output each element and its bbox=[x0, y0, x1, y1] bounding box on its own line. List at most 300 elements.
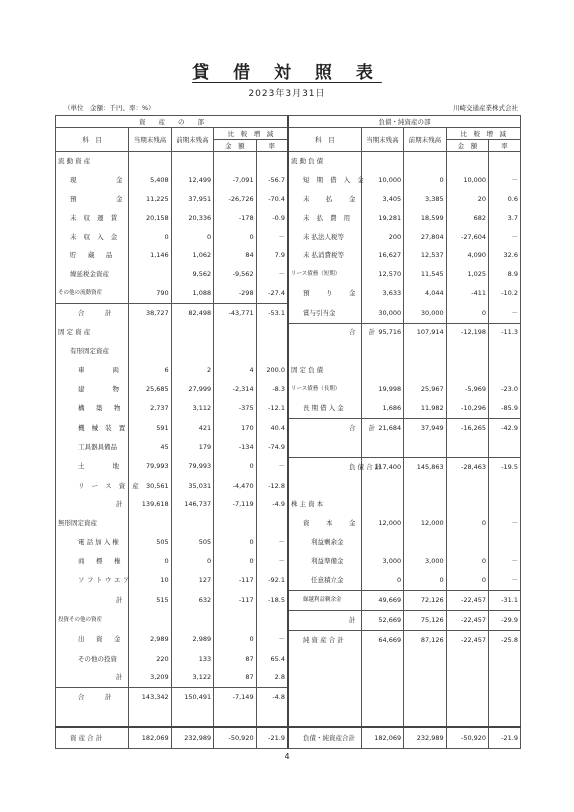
asset-change-rate: -0.9 bbox=[256, 209, 288, 228]
liability-change-amount: 682 bbox=[446, 209, 488, 228]
asset-previous-value: 3,122 bbox=[171, 669, 213, 688]
asset-current-value: 515 bbox=[129, 590, 171, 610]
liability-item-label bbox=[288, 707, 361, 727]
liability-previous-value bbox=[404, 496, 446, 515]
liability-current-value bbox=[361, 342, 403, 361]
asset-change-amount bbox=[214, 514, 256, 533]
liability-change-rate: -31.1 bbox=[489, 590, 521, 610]
asset-previous-value bbox=[171, 514, 213, 533]
asset-item-label: 貯 蔵 品 bbox=[56, 246, 129, 265]
asset-change-amount: -117 bbox=[214, 571, 256, 590]
liability-current-value: 21,684 bbox=[361, 418, 403, 437]
table-row bbox=[56, 571, 521, 590]
asset-previous-value: 1,062 bbox=[171, 246, 213, 265]
asset-change-rate: － bbox=[256, 533, 288, 552]
liability-item-label: 合 計 bbox=[288, 418, 361, 437]
liability-previous-value: 30,000 bbox=[404, 304, 446, 323]
asset-change-amount: 0 bbox=[214, 630, 256, 649]
asset-current-value bbox=[129, 323, 171, 342]
liability-current-value: 3,405 bbox=[361, 190, 403, 209]
asset-change-rate bbox=[256, 342, 288, 361]
asset-item-label: 固 定 資 産 bbox=[56, 323, 129, 342]
asset-change-amount: -178 bbox=[214, 209, 256, 228]
company-name: 川崎交通産業株式会社 bbox=[453, 104, 518, 112]
liability-previous-value bbox=[404, 342, 446, 361]
liability-current-value: 3,000 bbox=[361, 552, 403, 571]
liability-previous-value: 145,863 bbox=[404, 457, 446, 476]
asset-previous-value: 35,031 bbox=[171, 477, 213, 496]
asset-change-rate: － bbox=[256, 265, 288, 284]
asset-change-amount: -9,562 bbox=[214, 265, 256, 284]
asset-current-value: 38,727 bbox=[129, 304, 171, 323]
table-row bbox=[56, 265, 521, 284]
change-header: 比 較 増 減 bbox=[214, 128, 288, 140]
asset-item-label: 流 動 資 産 bbox=[56, 152, 129, 171]
liability-current-value bbox=[361, 152, 403, 171]
asset-current-value: 0 bbox=[129, 552, 171, 571]
liability-change-amount: -22,457 bbox=[446, 590, 488, 610]
liability-current-value: 52,669 bbox=[361, 610, 403, 630]
item-header: 科 目 bbox=[56, 128, 129, 152]
table-row bbox=[56, 514, 521, 533]
liability-item-label: 合 計 bbox=[288, 323, 361, 342]
current-header: 当期末残高 bbox=[361, 128, 403, 152]
table-row bbox=[56, 246, 521, 265]
liability-item-label: 未 払 費 用 bbox=[288, 209, 361, 228]
liability-change-rate: -10.2 bbox=[489, 284, 521, 303]
asset-current-value: 6 bbox=[129, 361, 171, 380]
asset-previous-value: 27,999 bbox=[171, 380, 213, 399]
asset-current-value: 25,685 bbox=[129, 380, 171, 399]
liability-change-amount: -5,969 bbox=[446, 380, 488, 399]
liability-previous-value: 4,044 bbox=[404, 284, 446, 303]
table-row bbox=[56, 152, 521, 171]
asset-item-label: 土 地 bbox=[56, 457, 129, 476]
table-row bbox=[56, 209, 521, 228]
balance-sheet-table bbox=[55, 115, 521, 749]
asset-current-value: 30,561 bbox=[129, 477, 171, 496]
table-row bbox=[56, 342, 521, 361]
liability-change-amount bbox=[446, 688, 488, 707]
asset-item-label: 預 金 bbox=[56, 190, 129, 209]
liability-change-amount: -28,463 bbox=[446, 457, 488, 476]
liability-item-label: リース債務（長期） bbox=[288, 380, 361, 399]
asset-change-rate bbox=[256, 707, 288, 727]
asset-change-rate: 65.4 bbox=[256, 650, 288, 669]
liability-current-value: 117,400 bbox=[361, 457, 403, 476]
asset-previous-value: 3,112 bbox=[171, 399, 213, 418]
table-row bbox=[56, 438, 521, 457]
asset-item-label: 車 両 bbox=[56, 361, 129, 380]
asset-change-rate: － bbox=[256, 630, 288, 649]
liability-change-amount: 10,000 bbox=[446, 171, 488, 190]
asset-change-amount bbox=[214, 610, 256, 630]
liability-change-amount: 0 bbox=[446, 304, 488, 323]
asset-change-rate: -74.9 bbox=[256, 438, 288, 457]
asset-change-amount: -26,726 bbox=[214, 190, 256, 209]
liability-item-label bbox=[288, 438, 361, 457]
totals-row bbox=[56, 727, 521, 749]
asset-change-rate: -8.3 bbox=[256, 380, 288, 399]
liability-previous-value bbox=[404, 533, 446, 552]
liability-current-value bbox=[361, 688, 403, 707]
liability-previous-value: 3,000 bbox=[404, 552, 446, 571]
liability-item-label: 負 債 合 計 bbox=[288, 457, 361, 476]
asset-current-value bbox=[129, 610, 171, 630]
liability-current-value: 12,000 bbox=[361, 514, 403, 533]
asset-item-label: 計 bbox=[56, 669, 129, 688]
liability-change-rate bbox=[489, 477, 521, 496]
liability-item-label: 固 定 負 債 bbox=[288, 361, 361, 380]
liability-current-value: 12,570 bbox=[361, 265, 403, 284]
liability-previous-value: 11,545 bbox=[404, 265, 446, 284]
asset-current-value: 1,146 bbox=[129, 246, 171, 265]
amount-header: 金 額 bbox=[214, 140, 256, 152]
asset-change-amount: -7,149 bbox=[214, 688, 256, 707]
asset-current-value: 11,225 bbox=[129, 190, 171, 209]
liability-previous-value bbox=[404, 707, 446, 727]
liability-change-amount: 0 bbox=[446, 552, 488, 571]
liability-change-rate bbox=[489, 707, 521, 727]
asset-change-rate bbox=[256, 152, 288, 171]
asset-change-rate: -56.7 bbox=[256, 171, 288, 190]
asset-current-value: 79,993 bbox=[129, 457, 171, 476]
asset-change-amount: 0 bbox=[214, 533, 256, 552]
table-row bbox=[56, 171, 521, 190]
liability-current-value: 19,281 bbox=[361, 209, 403, 228]
liability-change-rate: 32.6 bbox=[489, 246, 521, 265]
liability-previous-value bbox=[404, 477, 446, 496]
asset-item-label: 計 bbox=[56, 496, 129, 515]
liability-change-amount bbox=[446, 361, 488, 380]
liability-current-value bbox=[361, 707, 403, 727]
liability-change-rate bbox=[489, 496, 521, 515]
liability-previous-value: 25,967 bbox=[404, 380, 446, 399]
liability-item-label: 短 期 借 入 金 bbox=[288, 171, 361, 190]
asset-item-label: 工具器具備品 bbox=[56, 438, 129, 457]
liability-item-label: 預 り 金 bbox=[288, 284, 361, 303]
liability-current-value: 95,716 bbox=[361, 323, 403, 342]
liability-change-rate: -23.0 bbox=[489, 380, 521, 399]
liability-item-label: 繰越利益剰余金 bbox=[288, 590, 361, 610]
asset-change-amount: 0 bbox=[214, 228, 256, 247]
asset-total-4: -21.9 bbox=[256, 727, 288, 749]
asset-current-value bbox=[129, 342, 171, 361]
liability-previous-value: 12,000 bbox=[404, 514, 446, 533]
previous-header: 前期末残高 bbox=[404, 128, 446, 152]
asset-item-label: その他の投資 bbox=[56, 650, 129, 669]
assets-section-header: 資 産 の 部 bbox=[56, 116, 288, 128]
asset-item-label: ソフトウエア bbox=[56, 571, 129, 590]
asset-current-value: 0 bbox=[129, 228, 171, 247]
liability-previous-value: 3,385 bbox=[404, 190, 446, 209]
rate-header: 率 bbox=[489, 140, 521, 152]
asset-previous-value: 133 bbox=[171, 650, 213, 669]
liability-current-value: 49,669 bbox=[361, 590, 403, 610]
page-number: 4 bbox=[284, 752, 290, 761]
asset-current-value: 5,408 bbox=[129, 171, 171, 190]
asset-change-rate: － bbox=[256, 228, 288, 247]
asset-change-amount: -7,091 bbox=[214, 171, 256, 190]
liability-item-label: 長 期 借 入 金 bbox=[288, 399, 361, 418]
liability-change-rate: － bbox=[489, 171, 521, 190]
liability-item-label bbox=[288, 688, 361, 707]
asset-current-value: 790 bbox=[129, 284, 171, 303]
asset-previous-value: 79,993 bbox=[171, 457, 213, 476]
liability-current-value bbox=[361, 650, 403, 669]
liability-change-rate: 8.9 bbox=[489, 265, 521, 284]
liability-item-label: 未 払法人税等 bbox=[288, 228, 361, 247]
liability-change-amount: -12,198 bbox=[446, 323, 488, 342]
table-row bbox=[56, 707, 521, 727]
asset-item-label: 有形固定資産 bbox=[56, 342, 129, 361]
liability-change-amount bbox=[446, 533, 488, 552]
liability-previous-value bbox=[404, 669, 446, 688]
asset-item-label: 機 械 装 置 bbox=[56, 418, 129, 437]
asset-change-rate: -4.9 bbox=[256, 496, 288, 515]
liability-change-rate bbox=[489, 438, 521, 457]
asset-current-value: 3,209 bbox=[129, 669, 171, 688]
change-header: 比 較 増 減 bbox=[446, 128, 520, 140]
asset-item-label: 合 計 bbox=[56, 304, 129, 323]
asset-change-amount: 87 bbox=[214, 669, 256, 688]
liability-item-label bbox=[288, 669, 361, 688]
liability-total-0: 負債・純資産合計 bbox=[288, 727, 361, 749]
current-header: 当期末残高 bbox=[129, 128, 171, 152]
asset-item-label: 繰延税金資産 bbox=[56, 265, 129, 284]
liability-previous-value bbox=[404, 688, 446, 707]
liability-previous-value: 0 bbox=[404, 571, 446, 590]
liability-item-label: 純 資 産 合 計 bbox=[288, 630, 361, 649]
liability-change-amount bbox=[446, 477, 488, 496]
liability-previous-value: 27,804 bbox=[404, 228, 446, 247]
asset-current-value bbox=[129, 514, 171, 533]
liability-total-2: 232,989 bbox=[404, 727, 446, 749]
liability-previous-value: 75,126 bbox=[404, 610, 446, 630]
asset-previous-value: 127 bbox=[171, 571, 213, 590]
liability-current-value bbox=[361, 477, 403, 496]
asset-item-label: リ ー ス 資 産 bbox=[56, 477, 129, 496]
liability-current-value bbox=[361, 669, 403, 688]
liability-change-amount bbox=[446, 152, 488, 171]
asset-change-amount: -117 bbox=[214, 590, 256, 610]
liability-previous-value bbox=[404, 650, 446, 669]
liability-current-value: 3,633 bbox=[361, 284, 403, 303]
asset-previous-value: 82,498 bbox=[171, 304, 213, 323]
asset-previous-value: 1,088 bbox=[171, 284, 213, 303]
asset-item-label: 未 収 運 賃 bbox=[56, 209, 129, 228]
table-row bbox=[56, 669, 521, 688]
asset-change-amount: -4,470 bbox=[214, 477, 256, 496]
liability-change-amount: 20 bbox=[446, 190, 488, 209]
liability-change-amount: -22,457 bbox=[446, 610, 488, 630]
liability-previous-value bbox=[404, 152, 446, 171]
asset-change-amount: 0 bbox=[214, 552, 256, 571]
asset-change-rate: -70.4 bbox=[256, 190, 288, 209]
asset-change-rate: -4.8 bbox=[256, 688, 288, 707]
asset-item-label: 現 金 bbox=[56, 171, 129, 190]
liability-change-amount: -16,265 bbox=[446, 418, 488, 437]
asset-previous-value: 2 bbox=[171, 361, 213, 380]
asset-previous-value: 2,989 bbox=[171, 630, 213, 649]
asset-item-label: 無形固定資産 bbox=[56, 514, 129, 533]
liability-item-label: 未 払 金 bbox=[288, 190, 361, 209]
liability-item-label: リース債務（短期） bbox=[288, 265, 361, 284]
asset-item-label: 投資その他の資産 bbox=[56, 610, 129, 630]
liability-change-rate: -25.8 bbox=[489, 630, 521, 649]
asset-current-value bbox=[129, 152, 171, 171]
asset-previous-value: 0 bbox=[171, 552, 213, 571]
liability-change-rate bbox=[489, 650, 521, 669]
asset-current-value: 220 bbox=[129, 650, 171, 669]
liability-change-rate: -11.3 bbox=[489, 323, 521, 342]
liability-current-value: 30,000 bbox=[361, 304, 403, 323]
asset-item-label: 電 話 加 入 権 bbox=[56, 533, 129, 552]
liability-change-amount: -411 bbox=[446, 284, 488, 303]
asset-total-3: -50,920 bbox=[214, 727, 256, 749]
previous-header: 前期末残高 bbox=[171, 128, 213, 152]
asset-current-value: 143,342 bbox=[129, 688, 171, 707]
asset-change-amount: 4 bbox=[214, 361, 256, 380]
table-row bbox=[56, 477, 521, 496]
asset-change-amount: 84 bbox=[214, 246, 256, 265]
asset-current-value: 591 bbox=[129, 418, 171, 437]
liability-previous-value bbox=[404, 361, 446, 380]
liability-change-rate bbox=[489, 533, 521, 552]
asset-previous-value: 0 bbox=[171, 228, 213, 247]
table-row bbox=[56, 228, 521, 247]
table-row bbox=[56, 284, 521, 303]
asset-change-amount: -375 bbox=[214, 399, 256, 418]
liability-change-rate bbox=[489, 152, 521, 171]
asset-change-amount bbox=[214, 323, 256, 342]
liability-previous-value bbox=[404, 438, 446, 457]
asset-change-amount bbox=[214, 707, 256, 727]
asset-change-rate bbox=[256, 610, 288, 630]
liability-change-rate bbox=[489, 342, 521, 361]
liability-change-amount: -22,457 bbox=[446, 630, 488, 649]
table-row bbox=[56, 361, 521, 380]
liability-change-rate: － bbox=[489, 228, 521, 247]
liability-previous-value: 87,126 bbox=[404, 630, 446, 649]
liability-change-rate: -42.9 bbox=[489, 418, 521, 437]
asset-change-amount: -134 bbox=[214, 438, 256, 457]
asset-previous-value: 37,951 bbox=[171, 190, 213, 209]
asset-previous-value: 20,336 bbox=[171, 209, 213, 228]
asset-change-rate: -53.1 bbox=[256, 304, 288, 323]
liability-total-1: 182,069 bbox=[361, 727, 403, 749]
liability-item-label: 計 bbox=[288, 610, 361, 630]
liability-item-label bbox=[288, 342, 361, 361]
liability-item-label: 未 払消費税等 bbox=[288, 246, 361, 265]
asset-previous-value: 179 bbox=[171, 438, 213, 457]
liability-item-label: 利益準備金 bbox=[288, 552, 361, 571]
table-row bbox=[56, 418, 521, 437]
asset-item-label: 商 標 権 bbox=[56, 552, 129, 571]
liability-change-amount: 1,025 bbox=[446, 265, 488, 284]
liability-current-value: 200 bbox=[361, 228, 403, 247]
asset-change-amount bbox=[214, 342, 256, 361]
liability-change-rate bbox=[489, 688, 521, 707]
asset-change-rate: -12.1 bbox=[256, 399, 288, 418]
asset-change-rate bbox=[256, 514, 288, 533]
asset-current-value: 45 bbox=[129, 438, 171, 457]
liabilities-section-header: 負債・純資産の部 bbox=[288, 116, 521, 128]
asset-change-rate: -18.5 bbox=[256, 590, 288, 610]
liability-change-amount bbox=[446, 342, 488, 361]
table-row bbox=[56, 457, 521, 476]
liability-item-label bbox=[288, 477, 361, 496]
liability-current-value: 0 bbox=[361, 571, 403, 590]
liability-change-rate: － bbox=[489, 514, 521, 533]
asset-change-amount: 87 bbox=[214, 650, 256, 669]
liability-change-amount bbox=[446, 669, 488, 688]
liability-change-amount: -10,296 bbox=[446, 399, 488, 418]
table-row bbox=[56, 610, 521, 630]
amount-header: 金 額 bbox=[446, 140, 488, 152]
asset-change-rate: 40.4 bbox=[256, 418, 288, 437]
asset-item-label: 合 計 bbox=[56, 688, 129, 707]
liability-change-rate bbox=[489, 669, 521, 688]
asset-current-value: 20,158 bbox=[129, 209, 171, 228]
asset-previous-value: 9,562 bbox=[171, 265, 213, 284]
liability-current-value: 10,000 bbox=[361, 171, 403, 190]
asset-current-value: 139,618 bbox=[129, 496, 171, 515]
liability-item-label: 株 主 資 本 bbox=[288, 496, 361, 515]
asset-total-1: 182,069 bbox=[129, 727, 171, 749]
liability-current-value: 16,627 bbox=[361, 246, 403, 265]
asset-previous-value: 632 bbox=[171, 590, 213, 610]
asset-change-amount bbox=[214, 152, 256, 171]
asset-change-amount: -7,119 bbox=[214, 496, 256, 515]
asset-item-label bbox=[56, 707, 129, 727]
liability-previous-value: 107,914 bbox=[404, 323, 446, 342]
asset-change-rate: -27.4 bbox=[256, 284, 288, 303]
table-row bbox=[56, 399, 521, 418]
liability-previous-value: 12,537 bbox=[404, 246, 446, 265]
asset-current-value bbox=[129, 707, 171, 727]
liability-change-amount bbox=[446, 438, 488, 457]
liability-item-label: 賞与引当金 bbox=[288, 304, 361, 323]
liability-change-rate bbox=[489, 361, 521, 380]
asset-change-rate: -12.8 bbox=[256, 477, 288, 496]
table-row bbox=[56, 496, 521, 515]
liability-change-rate: -85.9 bbox=[489, 399, 521, 418]
asset-item-label: 建 物 bbox=[56, 380, 129, 399]
liability-current-value bbox=[361, 438, 403, 457]
table-row bbox=[56, 630, 521, 649]
asset-previous-value: 150,491 bbox=[171, 688, 213, 707]
asset-item-label: その他の流動資産 bbox=[56, 284, 129, 303]
liability-change-amount: 4,090 bbox=[446, 246, 488, 265]
rate-header: 率 bbox=[256, 140, 288, 152]
liability-change-amount bbox=[446, 707, 488, 727]
liability-change-rate: 0.6 bbox=[489, 190, 521, 209]
asset-item-label: 構 築 物 bbox=[56, 399, 129, 418]
liability-change-amount bbox=[446, 496, 488, 515]
asset-previous-value bbox=[171, 323, 213, 342]
liability-current-value: 64,669 bbox=[361, 630, 403, 649]
table-row bbox=[56, 323, 521, 342]
unit-note: （単位 金額：千円、率：%） bbox=[64, 104, 155, 112]
liability-change-rate: -19.5 bbox=[489, 457, 521, 476]
asset-change-amount: 170 bbox=[214, 418, 256, 437]
liability-item-label bbox=[288, 650, 361, 669]
asset-previous-value bbox=[171, 152, 213, 171]
asset-change-rate: － bbox=[256, 552, 288, 571]
table-row bbox=[56, 380, 521, 399]
asset-change-rate: 7.9 bbox=[256, 246, 288, 265]
